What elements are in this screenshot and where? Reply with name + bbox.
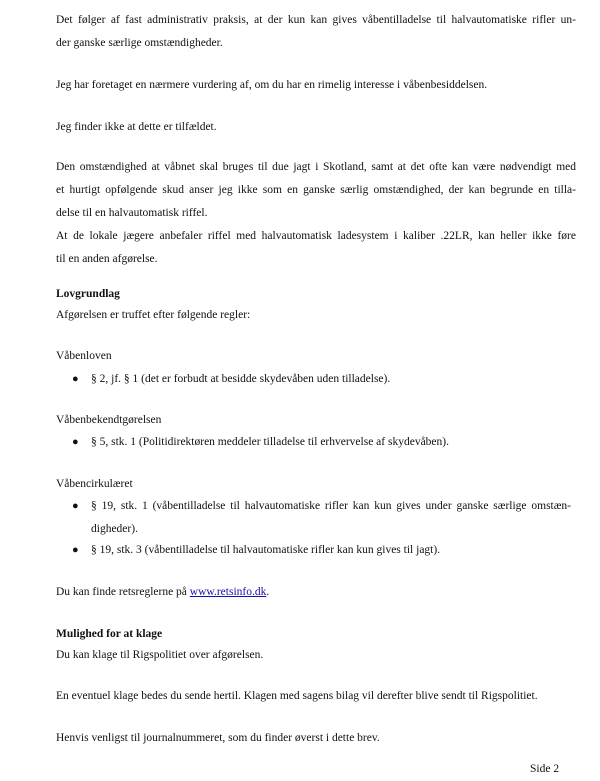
text-line: til en anden afgørelse. xyxy=(56,253,158,265)
text-line: § 5, stk. 1 (Politidirektøren meddeler tilladelse til erhvervelse af skydevåben). xyxy=(91,436,449,448)
heading-lovgrundlag: Lovgrundlag xyxy=(56,288,120,300)
paragraph-vurdering xyxy=(56,74,576,97)
heading-klage: Mulighed for at klage xyxy=(56,628,163,640)
bullet-text xyxy=(91,495,571,541)
text-line: Den omstændighed at våbnet skal bruges til due jagt i Skotland, samt at det ofte kan være nødvendigt med xyxy=(56,161,576,173)
group-title-vabenbekendtgorelsen: Våbenbekendtgørelsen xyxy=(56,414,162,426)
bullet-icon: ● xyxy=(72,500,79,512)
bullet-text xyxy=(91,368,571,391)
bullet-icon: ● xyxy=(72,544,79,556)
bullet-icon: ● xyxy=(72,373,79,385)
group-title-vabencirkulaeret: Våbencirkulæret xyxy=(56,478,133,490)
paragraph-praksis xyxy=(56,9,576,55)
text-line: § 19, stk. 3 (våbentilladelse til halvautomatiske rifler kan kun gives til jagt). xyxy=(91,544,441,556)
group-title-vabenloven: Våbenloven xyxy=(56,350,112,362)
paragraph-journalnummer: Henvis venligst til journalnummeret, som du finder øverst i dette brev. xyxy=(56,732,380,744)
paragraph-begrundelse xyxy=(56,156,576,271)
text-line: digheder). xyxy=(91,523,138,535)
text-line: At de lokale jægere anbefaler riffel med halvautomatisk ladesystem i kaliber .22LR, kan heller ikke føre xyxy=(56,230,576,242)
bullet-icon: ● xyxy=(72,436,79,448)
retsinfo-suffix: . xyxy=(266,586,270,598)
klage-line: Du kan klage til Rigspolitiet over afgørelsen. xyxy=(56,649,264,661)
lovgrundlag-intro: Afgørelsen er truffet efter følgende regler: xyxy=(56,309,251,321)
text-line: et hurtigt opfølgende skud anser jeg ikke som en ganske særlig omstændighed, der kan begrunde en tilla- xyxy=(56,184,576,196)
text-line: der ganske særlige omstændigheder. xyxy=(56,37,223,49)
retsinfo-prefix: Du kan finde retsreglerne på xyxy=(56,586,190,598)
text-line: § 2, jf. § 1 (det er forbudt at besidde skydevåben uden tilladelse). xyxy=(91,373,391,385)
paragraph-konklusion xyxy=(56,116,576,139)
bullet-text xyxy=(91,431,571,454)
text-line: Det følger af fast administrativ praksis, at der kun kan gives våbentilladelse til halvautomatiske rifler un- xyxy=(56,14,576,26)
text-line: Jeg har foretaget en nærmere vurdering af, om du har en rimelig interesse i våbenbesiddelsen. xyxy=(56,79,488,91)
retsinfo-link[interactable]: www.retsinfo.dk xyxy=(189,586,267,598)
page-number: Side 2 xyxy=(530,763,560,775)
retsinfo-line xyxy=(56,581,576,604)
paragraph-klage-send: En eventuel klage bedes du sende hertil. Klagen med sagens bilag vil derefter blive sendt til Rigspolitiet. xyxy=(56,690,538,702)
text-line: § 19, stk. 1 (våbentilladelse til halvautomatiske rifler kan kun gives under ganske særlige omstæn- xyxy=(91,500,571,512)
text-line: Jeg finder ikke at dette er tilfældet. xyxy=(56,121,217,133)
bullet-text xyxy=(91,539,571,562)
text-line: delse til en halvautomatisk riffel. xyxy=(56,207,208,219)
